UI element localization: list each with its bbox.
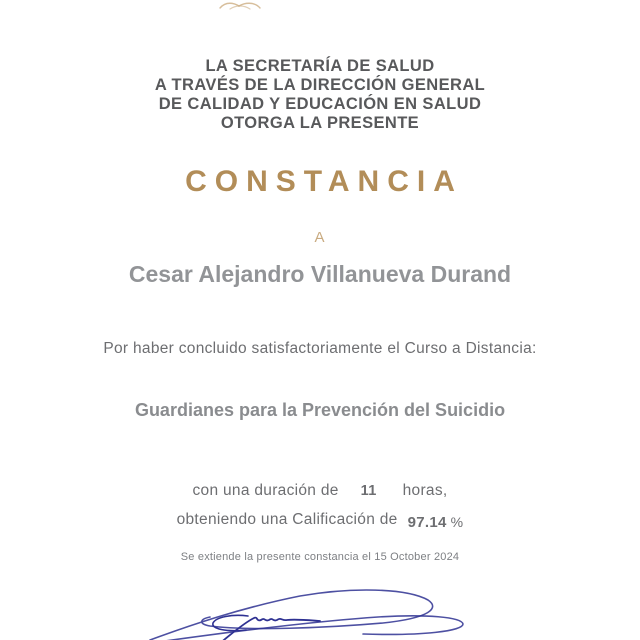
duration-suffix: horas, — [402, 482, 448, 499]
grade-line — [0, 511, 640, 529]
issue-date-line: Se extiende la presente constancia el 15 October 2024 — [180, 551, 460, 563]
duration-prefix: con una duración de — [192, 482, 339, 499]
issuer-line-1: LA SECRETARÍA DE SALUD — [205, 57, 435, 75]
duration-line — [0, 482, 640, 500]
issuer-heading — [0, 57, 640, 133]
completion-statement: Por haber concluido satisfactoriamente el Curso a Distancia: — [103, 340, 537, 357]
recipient-name: Cesar Alejandro Villanueva Durand — [128, 261, 512, 287]
grade-unit: % — [450, 514, 464, 530]
certificate-title: CONSTANCIA — [185, 165, 463, 198]
grade-value: 97.14 — [407, 514, 447, 531]
issuer-line-2: A TRAVÉS DE LA DIRECCIÓN GENERAL — [154, 76, 486, 94]
issuer-line-3: DE CALIDAD Y EDUCACIÓN EN SALUD — [158, 95, 482, 113]
issuer-line-4: OTORGA LA PRESENTE — [220, 114, 420, 132]
duration-hours-value: 11 — [360, 483, 377, 499]
preposition-a: A — [314, 229, 326, 246]
gold-flourish-icon — [216, 0, 264, 10]
course-title: Guardianes para la Prevención del Suicidio — [134, 400, 506, 420]
signature-image — [148, 586, 468, 640]
grade-prefix: obteniendo una Calificación de — [176, 511, 398, 528]
